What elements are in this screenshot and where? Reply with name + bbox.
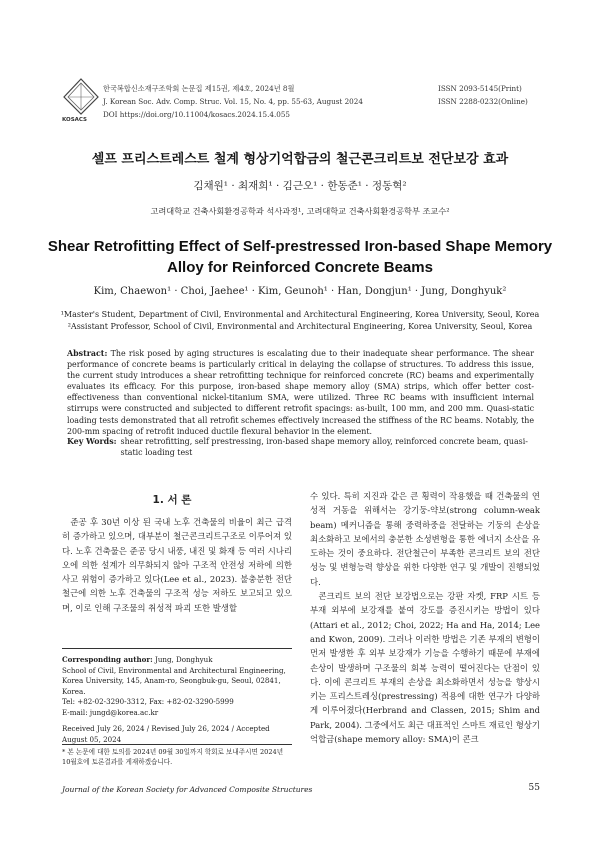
issn-online: ISSN 2288-0232(Online) — [438, 97, 528, 106]
affiliations-korean: 고려대학교 건축사회환경공학과 석사과정¹, 고려대학교 건축사회환경공학부 조교수² — [150, 206, 450, 216]
page-number: 55 — [528, 783, 540, 793]
title-english — [0, 236, 600, 278]
right-column — [310, 489, 540, 746]
received-dates: Received July 26, 2024 / Revised July 26, 2024 / Accepted August 05, 2024 — [62, 724, 270, 744]
journal-logo — [62, 78, 100, 116]
doi-link[interactable]: DOI https://doi.org/10.11004/kosacs.2024.15.4.055 — [103, 110, 290, 119]
keywords — [67, 436, 534, 458]
left-column — [62, 515, 292, 615]
keywords-text: shear retrofitting, self prestressing, iron-based shape memory alloy, reinforced concrete beam, quasi-static loading test — [120, 437, 528, 458]
abstract — [67, 348, 534, 437]
title-english-line2: Alloy for Reinforced Concrete Beams — [167, 259, 433, 276]
corresponding-name: Jung, Donghyuk — [155, 655, 213, 664]
abstract-text: The risk posed by aging structures is escalating due to their inadequate shear performance. The shear performance of concrete beams is particularly critical in delaying the collapse of structures. To address this issue, the current study introduces a shear retrofitting technique for reinforced concrete (RC) beams and experimentally evaluates its efficacy. For this purpose, iron-based shape memory alloy (SMA) strips, which offer better cost-effectiveness than conventional nickel-titanium SMA, were utilized. Three RC beams with insufficient internal stirrups were constructed and subjected to different retrofit spacings: as-built, 100 mm, and 200 mm. Quasi-static loading tests demonstrated that all retrofit schemes effectively increased the stiffness of the RC beams. Notably, the 200-mm spacing of retrofit induced ductile flexural behavior in the element. — [67, 349, 534, 436]
logo-caption: KOSACS — [62, 117, 88, 123]
discussion-notice: * 본 논문에 대한 토의를 2024년 09월 30일까지 학회로 보내주시면 2024년 10월호에 토론결과를 게재하겠습니다. — [62, 744, 292, 767]
affiliation-2: ²Assistant Professor, School of Civil, Environmental and Architectural Engineering, Korea University, Seoul, Korea — [67, 321, 533, 331]
journal-header-en: J. Korean Soc. Adv. Comp. Struc. Vol. 15, No. 4, pp. 55-63, August 2024 — [103, 97, 363, 106]
corresponding-email[interactable]: E-mail: jungd@korea.ac.kr — [62, 707, 159, 717]
affiliations-english — [0, 309, 600, 332]
keywords-label: Key Words: — [67, 437, 117, 446]
corresponding-tel: Tel: +82-02-3290-3312, Fax: +82-02-3290-5999 — [62, 697, 234, 706]
authors-english: Kim, Chaewon¹ · Choi, Jaehee¹ · Kim, Geunoh¹ · Han, Dongjun¹ · Jung, Donghyuk² — [93, 286, 507, 297]
issn-print: ISSN 2093-5145(Print) — [438, 84, 522, 93]
intro-paragraph-1: 준공 후 30년 이상 된 국내 노후 건축물의 비율이 최근 급격히 증가하고 있으며, 대부분이 철근콘크리트구조로 이루어져 있다. 노후 건축물은 준공 당시 내풍, 내진 및 화재 등 여러 시나리오에 의한 설계가 의무화되지 않아 구조적 안전성 저하에 의한 사고 위험이 증가하고 있다(Lee et al., 2023). 불충분한 전단철근에 의한 노후 건축물의 구조적 성능 저하도 보고되고 있으며, 이로 인해 구조물의 취성적 파괴 또한 발생할 — [62, 517, 292, 613]
corresponding-label: Corresponding author: — [62, 655, 153, 664]
journal-header-kr: 한국복합신소재구조학회 논문집 제15권, 제4호, 2024년 8월 — [103, 84, 295, 93]
authors-korean: 김채원¹ · 최재희¹ · 김근오¹ · 한동준¹ · 정동혁² — [193, 180, 407, 192]
footer-journal: Journal of the Korean Society for Advanced Composite Structures — [62, 785, 313, 794]
title-korean: 셀프 프리스트레스트 철계 형상기억합금의 철근콘크리트보 전단보강 효과 — [91, 152, 509, 167]
affiliation-1: ¹Master's Student, Department of Civil, Environmental and Architectural Engineering, Korea University, Seoul, Korea — [60, 310, 540, 319]
title-english-line1: Shear Retrofitting Effect of Self-prestressed Iron-based Shape Memory — [47, 238, 553, 255]
corresponding-address: School of Civil, Environmental and Architectural Engineering, Korea University, 145, Anam-ro, Seongbuk-gu, Seoul, 02841, Korea. — [62, 665, 286, 696]
section-heading-intro: 1. 서 론 — [152, 494, 192, 506]
corresponding-author — [62, 648, 292, 745]
intro-paragraph-2: 수 있다. 특히 지진과 같은 큰 횡력이 작용했을 때 건축물의 연성적 거동을 위해서는 강기둥-약보(strong column-weak beam) 메커니즘을 통해 중력하중을 전달하는 기둥의 손상을 최소화하고 보에서의 충분한 소성변형을 통한 에너지 소산을 유도하는 것이 중요하다. 전단철근이 부족한 콘크리트 보의 전단 성능 및 변형능력 향상을 위한 다양한 연구 및 개발이 진행되었다. — [310, 491, 540, 587]
abstract-label: Abstract: — [67, 349, 108, 358]
intro-paragraph-3: 콘크리트 보의 전단 보강법으로는 강판 자켓, FRP 시트 등 부재 외부에 보강재를 붙여 강도를 증진시키는 방법이 있다(Attari et al., 2012; Choi, 2022; Ha and Ha, 2014; Lee and Kwon, 2009). 그러나 이러한 방법은 기존 부재의 변형이 먼저 발생한 후 외부 보강재가 기능을 수행하기 때문에 부재에 손상이 발생하며 구조물의 회복 능력이 떨어진다는 단점이 있다. 이에 콘크리트 부재의 손상을 최소화하면서 성능을 향상시키는 프리스트레싱(prestressing) 적용에 대한 연구가 다양하게 이루어졌다(Herbrand and Classen, 2015; Shim and Park, 2004). 그중에서도 최근 대표적인 스마트 재료인 형상기억합금(shape memory alloy: SMA)이 콘크 — [310, 591, 540, 745]
